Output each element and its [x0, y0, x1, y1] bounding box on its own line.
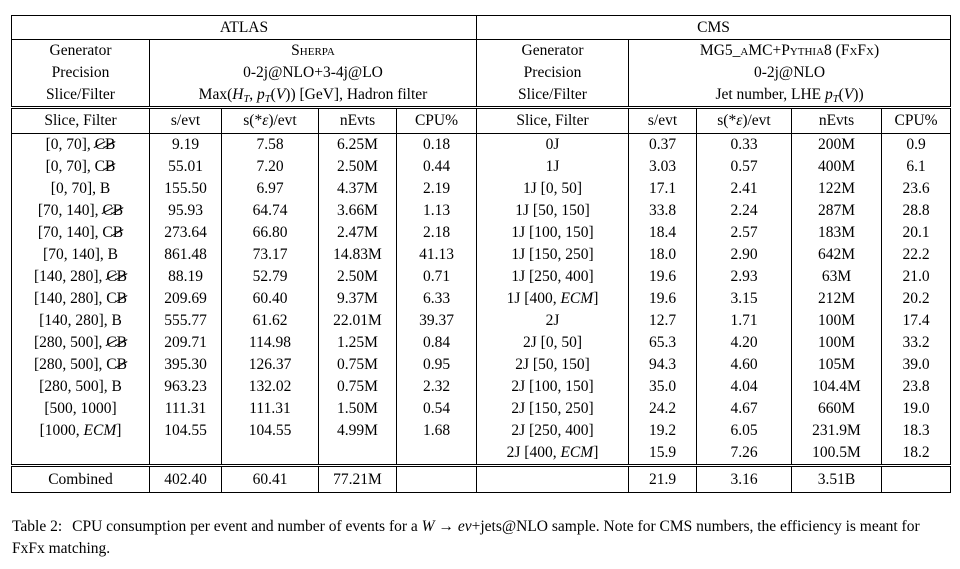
atlas-col-nevts: nEvts — [319, 108, 397, 134]
atlas-cpu-cell: 2.18 — [397, 222, 477, 244]
cms-slice-cell: 2J [250, 400] — [477, 420, 629, 442]
cms-s-eff-evt-cell: 2.41 — [697, 178, 792, 200]
cms-precision-value: 0-2j@NLO — [629, 62, 951, 84]
cms-slice-cell: 2J [400, ECM] — [477, 442, 629, 466]
atlas-slice-filter-value: $Max(H_T$, $p_T(V)$) [GeV], Hadron filter — [150, 84, 477, 108]
cms-s-evt-cell: 3.03 — [629, 156, 697, 178]
atlas-slice-cell: [280, 500], CB — [12, 354, 150, 376]
table-row — [12, 222, 951, 244]
cms-cpu-cell: 21.0 — [882, 266, 951, 288]
cms-cpu-cell: 28.8 — [882, 200, 951, 222]
cms-nevts-cell: 660M — [792, 398, 882, 420]
atlas-slice-cell: [70, 140], B — [12, 244, 150, 266]
atlas-slice-cell: [70, 140], CB — [12, 200, 150, 222]
atlas-nevts-cell: 1.50M — [319, 398, 397, 420]
cms-s-eff-evt-cell: 4.04 — [697, 376, 792, 398]
atlas-nevts-cell: 4.99M — [319, 420, 397, 442]
cms-combined-s-evt: 21.9 — [629, 466, 697, 493]
atlas-slice-cell: [500, 1000] — [12, 398, 150, 420]
cms-slice-cell: 2J — [477, 310, 629, 332]
cms-s-evt-cell: 94.3 — [629, 354, 697, 376]
atlas-cpu-cell: 41.13 — [397, 244, 477, 266]
cms-generator-value: MG5_aMC+Pythia8 (FxFx) — [629, 40, 951, 63]
atlas-s-evt-cell: 9.19 — [150, 134, 222, 157]
cms-s-eff-evt-cell: 0.33 — [697, 134, 792, 157]
cms-slice-cell: 2J [50, 150] — [477, 354, 629, 376]
atlas-slice-cell: [280, 500], B — [12, 376, 150, 398]
precision-row — [12, 62, 951, 84]
atlas-nevts-cell: 22.01M — [319, 310, 397, 332]
cms-s-evt-cell: 12.7 — [629, 310, 697, 332]
atlas-s-evt-cell: 88.19 — [150, 266, 222, 288]
combined-label: Combined — [12, 466, 150, 493]
experiment-title-row — [12, 16, 951, 40]
atlas-s-eff-evt-cell: 111.31 — [222, 398, 319, 420]
atlas-slice-filter-label: Slice/Filter — [12, 84, 150, 108]
cms-cpu-cell: 17.4 — [882, 310, 951, 332]
atlas-slice-cell — [12, 442, 150, 466]
table-row — [12, 156, 951, 178]
atlas-nevts-cell: 1.25M — [319, 332, 397, 354]
cms-nevts-cell: 183M — [792, 222, 882, 244]
table-row — [12, 244, 951, 266]
cms-cpu-cell: 0.9 — [882, 134, 951, 157]
atlas-combined-s-evt: 402.40 — [150, 466, 222, 493]
atlas-s-evt-cell: 273.64 — [150, 222, 222, 244]
atlas-s-evt-cell: 209.69 — [150, 288, 222, 310]
cms-cpu-cell: 19.0 — [882, 398, 951, 420]
cms-generator-label: Generator — [477, 40, 629, 63]
cms-col-slice-filter: Slice, Filter — [477, 108, 629, 134]
cms-nevts-cell: 231.9M — [792, 420, 882, 442]
cms-col-cpu: CPU% — [882, 108, 951, 134]
atlas-cpu-cell: 0.44 — [397, 156, 477, 178]
atlas-cpu-cell: 0.84 — [397, 332, 477, 354]
cms-s-evt-cell: 0.37 — [629, 134, 697, 157]
slice-filter-row — [12, 84, 951, 108]
atlas-s-eff-evt-cell: 132.02 — [222, 376, 319, 398]
cms-slice-filter-value: Jet number, LHE $p_T(V)$) — [629, 84, 951, 108]
atlas-s-eff-evt-cell: 66.80 — [222, 222, 319, 244]
atlas-s-evt-cell: 209.71 — [150, 332, 222, 354]
atlas-s-evt-cell: 104.55 — [150, 420, 222, 442]
atlas-combined-cpu — [397, 466, 477, 493]
table-row — [12, 376, 951, 398]
cms-s-evt-cell: 18.0 — [629, 244, 697, 266]
cms-combined-nevts: 3.51B — [792, 466, 882, 493]
cms-s-evt-cell: 35.0 — [629, 376, 697, 398]
atlas-s-eff-evt-cell: 60.40 — [222, 288, 319, 310]
atlas-s-eff-evt-cell — [222, 442, 319, 466]
cms-nevts-cell: 400M — [792, 156, 882, 178]
cms-nevts-cell: 200M — [792, 134, 882, 157]
atlas-nevts-cell: 0.75M — [319, 354, 397, 376]
atlas-cpu-cell — [397, 442, 477, 466]
atlas-col-cpu: CPU% — [397, 108, 477, 134]
atlas-nevts-cell: 6.25M — [319, 134, 397, 157]
atlas-combined-s-eff-evt: 60.41 — [222, 466, 319, 493]
cms-slice-cell: 1J [150, 250] — [477, 244, 629, 266]
atlas-slice-cell: [280, 500], CB — [12, 332, 150, 354]
atlas-slice-cell: [0, 70], CB — [12, 156, 150, 178]
atlas-s-eff-evt-cell: 61.62 — [222, 310, 319, 332]
cms-s-eff-evt-cell: 7.26 — [697, 442, 792, 466]
atlas-col-s-evt: s/evt — [150, 108, 222, 134]
atlas-nevts-cell: 14.83M — [319, 244, 397, 266]
atlas-s-evt-cell: 395.30 — [150, 354, 222, 376]
cms-slice-cell: 1J [50, 150] — [477, 200, 629, 222]
atlas-col-s-eff-evt: s(*ε)/evt — [222, 108, 319, 134]
cms-s-evt-cell: 19.6 — [629, 288, 697, 310]
atlas-combined-nevts: 77.21M — [319, 466, 397, 493]
table-row — [12, 398, 951, 420]
caption-label: Table 2: — [12, 518, 63, 535]
cms-s-evt-cell: 65.3 — [629, 332, 697, 354]
combined-row — [12, 466, 951, 493]
column-header-row — [12, 108, 951, 134]
atlas-cpu-cell: 39.37 — [397, 310, 477, 332]
atlas-s-eff-evt-cell: 7.58 — [222, 134, 319, 157]
atlas-cpu-cell: 1.68 — [397, 420, 477, 442]
cms-s-evt-cell: 19.2 — [629, 420, 697, 442]
cms-slice-cell: 1J [400, ECM] — [477, 288, 629, 310]
atlas-nevts-cell: 9.37M — [319, 288, 397, 310]
cms-s-eff-evt-cell: 3.15 — [697, 288, 792, 310]
table-row — [12, 200, 951, 222]
cms-s-eff-evt-cell: 2.93 — [697, 266, 792, 288]
atlas-slice-cell: [140, 280], CB — [12, 288, 150, 310]
atlas-s-evt-cell: 555.77 — [150, 310, 222, 332]
atlas-col-slice-filter: Slice, Filter — [12, 108, 150, 134]
atlas-slice-cell: [140, 280], B — [12, 310, 150, 332]
cms-cpu-cell: 22.2 — [882, 244, 951, 266]
cms-combined-slice — [477, 466, 629, 493]
cms-s-evt-cell: 19.6 — [629, 266, 697, 288]
atlas-title: ATLAS — [12, 16, 477, 40]
atlas-s-evt-cell: 55.01 — [150, 156, 222, 178]
atlas-nevts-cell: 4.37M — [319, 178, 397, 200]
cms-nevts-cell: 105M — [792, 354, 882, 376]
cms-s-eff-evt-cell: 6.05 — [697, 420, 792, 442]
cms-s-evt-cell: 15.9 — [629, 442, 697, 466]
atlas-s-eff-evt-cell: 6.97 — [222, 178, 319, 200]
generator-row — [12, 40, 951, 63]
cms-s-evt-cell: 18.4 — [629, 222, 697, 244]
table-row — [12, 178, 951, 200]
atlas-slice-cell: [0, 70], B — [12, 178, 150, 200]
atlas-cpu-cell: 6.33 — [397, 288, 477, 310]
atlas-cpu-cell: 1.13 — [397, 200, 477, 222]
atlas-s-evt-cell: 95.93 — [150, 200, 222, 222]
atlas-nevts-cell: 0.75M — [319, 376, 397, 398]
cms-slice-cell: 2J [150, 250] — [477, 398, 629, 420]
table-row — [12, 310, 951, 332]
atlas-s-evt-cell: 963.23 — [150, 376, 222, 398]
cms-cpu-cell: 20.2 — [882, 288, 951, 310]
cms-nevts-cell: 104.4M — [792, 376, 882, 398]
atlas-s-eff-evt-cell: 64.74 — [222, 200, 319, 222]
cms-slice-cell: 1J — [477, 156, 629, 178]
cms-nevts-cell: 100M — [792, 310, 882, 332]
atlas-s-eff-evt-cell: 104.55 — [222, 420, 319, 442]
atlas-nevts-cell: 2.50M — [319, 156, 397, 178]
atlas-cpu-cell: 0.18 — [397, 134, 477, 157]
cms-s-evt-cell: 33.8 — [629, 200, 697, 222]
cms-combined-s-eff-evt: 3.16 — [697, 466, 792, 493]
atlas-s-evt-cell: 111.31 — [150, 398, 222, 420]
cms-slice-cell: 2J [100, 150] — [477, 376, 629, 398]
table-row — [12, 354, 951, 376]
cms-cpu-cell: 20.1 — [882, 222, 951, 244]
cms-cpu-cell: 6.1 — [882, 156, 951, 178]
atlas-nevts-cell: 2.47M — [319, 222, 397, 244]
cms-col-s-eff-evt: s(*ε)/evt — [697, 108, 792, 134]
atlas-slice-cell: [0, 70], CB — [12, 134, 150, 157]
atlas-s-eff-evt-cell: 73.17 — [222, 244, 319, 266]
cms-slice-filter-label: Slice/Filter — [477, 84, 629, 108]
atlas-generator-label: Generator — [12, 40, 150, 63]
cms-slice-cell: 2J [0, 50] — [477, 332, 629, 354]
cms-nevts-cell: 642M — [792, 244, 882, 266]
cms-s-eff-evt-cell: 2.57 — [697, 222, 792, 244]
cms-s-eff-evt-cell: 4.60 — [697, 354, 792, 376]
cms-slice-cell: 1J [250, 400] — [477, 266, 629, 288]
cms-col-nevts: nEvts — [792, 108, 882, 134]
atlas-generator-value: Sherpa — [150, 40, 477, 63]
atlas-s-eff-evt-cell: 7.20 — [222, 156, 319, 178]
atlas-cpu-cell: 2.32 — [397, 376, 477, 398]
atlas-nevts-cell — [319, 442, 397, 466]
cms-s-eff-evt-cell: 4.20 — [697, 332, 792, 354]
cms-precision-label: Precision — [477, 62, 629, 84]
cms-cpu-cell: 23.8 — [882, 376, 951, 398]
table-row — [12, 332, 951, 354]
cms-s-eff-evt-cell: 0.57 — [697, 156, 792, 178]
cms-cpu-cell: 18.2 — [882, 442, 951, 466]
atlas-s-eff-evt-cell: 114.98 — [222, 332, 319, 354]
cms-s-eff-evt-cell: 1.71 — [697, 310, 792, 332]
caption-text: CPU consumption per event and number of events for a W → eν+jets@NLO sample. Note for CMS numbers, the efficiency is meant for FxFx matching. — [12, 518, 920, 557]
cms-title: CMS — [477, 16, 951, 40]
atlas-cpu-cell: 0.54 — [397, 398, 477, 420]
cms-cpu-cell: 18.3 — [882, 420, 951, 442]
table-row — [12, 442, 951, 466]
cms-col-s-evt: s/evt — [629, 108, 697, 134]
cms-s-eff-evt-cell: 2.24 — [697, 200, 792, 222]
table-row — [12, 134, 951, 157]
atlas-s-evt-cell — [150, 442, 222, 466]
cms-slice-cell: 0J — [477, 134, 629, 157]
atlas-precision-label: Precision — [12, 62, 150, 84]
cms-s-evt-cell: 17.1 — [629, 178, 697, 200]
cpu-consumption-table — [11, 15, 951, 493]
cms-nevts-cell: 63M — [792, 266, 882, 288]
cms-s-evt-cell: 24.2 — [629, 398, 697, 420]
atlas-cpu-cell: 0.71 — [397, 266, 477, 288]
cms-s-eff-evt-cell: 2.90 — [697, 244, 792, 266]
atlas-s-evt-cell: 155.50 — [150, 178, 222, 200]
atlas-nevts-cell: 3.66M — [319, 200, 397, 222]
cms-nevts-cell: 212M — [792, 288, 882, 310]
table-row — [12, 288, 951, 310]
atlas-precision-value: 0-2j@NLO+3-4j@LO — [150, 62, 477, 84]
atlas-cpu-cell: 2.19 — [397, 178, 477, 200]
atlas-slice-cell: [1000, ECM] — [12, 420, 150, 442]
cms-nevts-cell: 100M — [792, 332, 882, 354]
cms-s-eff-evt-cell: 4.67 — [697, 398, 792, 420]
atlas-s-eff-evt-cell: 126.37 — [222, 354, 319, 376]
atlas-s-eff-evt-cell: 52.79 — [222, 266, 319, 288]
atlas-slice-cell: [140, 280], CB — [12, 266, 150, 288]
atlas-s-evt-cell: 861.48 — [150, 244, 222, 266]
cms-nevts-cell: 100.5M — [792, 442, 882, 466]
table-row — [12, 266, 951, 288]
cms-cpu-cell: 33.2 — [882, 332, 951, 354]
cms-cpu-cell: 39.0 — [882, 354, 951, 376]
cms-combined-cpu — [882, 466, 951, 493]
atlas-cpu-cell: 0.95 — [397, 354, 477, 376]
cms-nevts-cell: 122M — [792, 178, 882, 200]
table-row — [12, 420, 951, 442]
table-caption — [12, 516, 947, 560]
cms-slice-cell: 1J [0, 50] — [477, 178, 629, 200]
cms-nevts-cell: 287M — [792, 200, 882, 222]
cms-cpu-cell: 23.6 — [882, 178, 951, 200]
cms-slice-cell: 1J [100, 150] — [477, 222, 629, 244]
atlas-nevts-cell: 2.50M — [319, 266, 397, 288]
atlas-slice-cell: [70, 140], CB — [12, 222, 150, 244]
